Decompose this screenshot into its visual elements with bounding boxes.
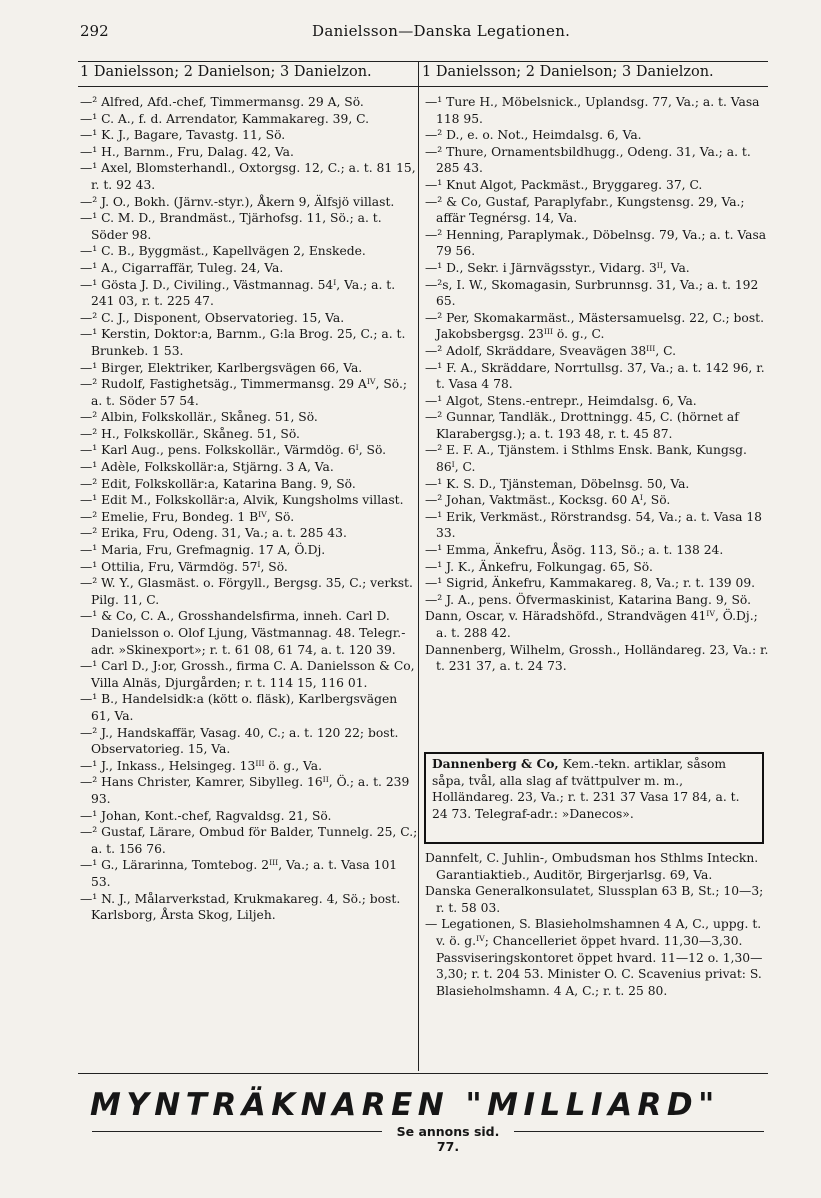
directory-entry: — Legationen, S. Blasieholmshamnen 4 A, C., uppg. t. v. ö. g.ᴵⱽ; Chancelleriet öppet hvard. 11,30—3,30. Passviseringskontoret öppet hvard. 11—12 o. 1,30—3,30; r. t. 204 53. Minister O. C. Scavenius privat: S. Blasieholmshamn. 4 A, C.; r. t. 25 80. bbox=[425, 917, 763, 998]
directory-entry: —¹ J., Inkass., Helsingeg. 13ᴵᴵᴵ ö. g., Va. bbox=[80, 758, 322, 773]
directory-entry: —² J., Handskaffär, Vasag. 40, C.; a. t. 120 22; bost. Observatorieg. 15, Va. bbox=[80, 725, 399, 757]
directory-entry: —² & Co, Gustaf, Paraplyfabr., Kungstensg. 29, Va.; affär Tegnérsg. 14, Va. bbox=[425, 194, 745, 226]
directory-entry: —¹ Gösta J. D., Civiling., Västmannag. 54ᴵ, Va.; a. t. 241 03, r. t. 225 47. bbox=[80, 277, 396, 309]
directory-entry: Danska Generalkonsulatet, Slussplan 63 B, St.; 10—3; r. t. 58 03. bbox=[425, 884, 764, 915]
directory-entry: —² Hans Christer, Kamrer, Sibylleg. 16ᴵᴵ, Ö.; a. t. 239 93. bbox=[80, 775, 410, 806]
directory-entry: —² D., e. o. Not., Heimdalsg. 6, Va. bbox=[425, 128, 642, 143]
right-column bbox=[425, 94, 770, 675]
directory-entry: —² E. F. A., Tjänstem. i Sthlms Ensk. Bank, Kungsg. 86ᴵ, C. bbox=[425, 443, 747, 475]
directory-entry: —² Emelie, Fru, Bondeg. 1 Bᴵⱽ, Sö. bbox=[80, 509, 295, 524]
directory-entry: —² C. J., Disponent, Observatorieg. 15, Va. bbox=[80, 310, 345, 325]
directory-entry: —¹ & Co, C. A., Grosshandelsfirma, inneh. Carl D. Danielsson o. Olof Ljung, Västmannag. 48. Telegr.-adr. »Skinexport»; r. t. 61 08, 61 74, a. t. 120 39. bbox=[80, 609, 406, 657]
directory-entry: —² H., Folkskollär., Skåneg. 51, Sö. bbox=[80, 426, 300, 441]
directory-entry: —¹ Ture H., Möbelsnick., Uplandsg. 77, Va.; a. t. Vasa 118 95. bbox=[425, 95, 760, 126]
directory-entry: —² Thure, Ornamentsbildhugg., Odeng. 31, Va.; a. t. 285 43. bbox=[425, 144, 751, 176]
directory-entry: —¹ D., Sekr. i Järnvägsstyr., Vidarg. 3ᴵᴵ, Va. bbox=[425, 260, 690, 275]
directory-entry: —¹ K. S. D., Tjänsteman, Döbelnsg. 50, Va. bbox=[425, 476, 690, 491]
directory-entry: —¹ Emma, Änkefru, Åsög. 113, Sö.; a. t. 138 24. bbox=[425, 543, 724, 558]
directory-entry: —¹ Sigrid, Änkefru, Kammakareg. 8, Va.; r. t. 139 09. bbox=[425, 576, 756, 591]
directory-entry: —² Gustaf, Lärare, Ombud för Balder, Tunnelg. 25, C.; a. t. 156 76. bbox=[80, 825, 418, 856]
directory-entry: —¹ Johan, Kont.-chef, Ragvaldsg. 21, Sö. bbox=[80, 808, 332, 823]
directory-entry: —² Henning, Paraplymak., Döbelnsg. 79, Va.; a. t. Vasa 79 56. bbox=[425, 227, 767, 259]
ad-body: Kem.-tekn. artiklar, såsom såpa, tvål, alla slag af tvättpulver m. m., Holländareg. 23, Va.; r. t. 231 37 Vasa 17 84, a. t. 24 73. Telegraf-adr.: »Danecos». bbox=[432, 757, 740, 821]
directory-entry: —¹ F. A., Skräddare, Norrtullsg. 37, Va.; a. t. 142 96, r. t. Vasa 4 78. bbox=[425, 360, 765, 392]
directory-entry: —¹ Ottilia, Fru, Värmdög. 57ᴵ, Sö. bbox=[80, 559, 288, 574]
running-title: Danielsson—Danska Legationen. bbox=[312, 22, 571, 40]
directory-entry: —¹ Birger, Elektriker, Karlbergsvägen 66, Va. bbox=[80, 360, 363, 375]
directory-entry: —¹ Knut Algot, Packmäst., Bryggareg. 37, C. bbox=[425, 177, 703, 192]
directory-entry: —¹ H., Barnm., Fru, Dalag. 42, Va. bbox=[80, 144, 294, 159]
footer-rule bbox=[78, 1073, 768, 1074]
directory-entry: —¹ A., Cigarraffär, Tuleg. 24, Va. bbox=[80, 260, 284, 275]
directory-entry: —¹ Edit M., Folkskollär:a, Alvik, Kungsholms villast. bbox=[80, 493, 404, 508]
milliard-banner: MYNTRÄKNAREN "MILLIARD" bbox=[90, 1087, 720, 1123]
directory-entry: —¹ G., Lärarinna, Tomtebog. 2ᴵᴵᴵ, Va.; a. t. Vasa 101 53. bbox=[80, 858, 398, 889]
directory-entry: —¹ Maria, Fru, Grefmagnig. 17 A, Ö.Dj. bbox=[80, 543, 326, 558]
banner-line-left bbox=[92, 1131, 382, 1132]
directory-entry: —² Albin, Folkskollär., Skåneg. 51, Sö. bbox=[80, 410, 318, 425]
directory-entry: —² Edit, Folkskollär:a, Katarina Bang. 9, Sö. bbox=[80, 476, 356, 491]
directory-entry: —¹ N. J., Målarverkstad, Krukmakareg. 4, Sö.; bost. Karlsborg, Årsta Skog, Liljeh. bbox=[80, 891, 401, 923]
directory-entry: —² J. A., pens. Öfvermaskinist, Katarina Bang. 9, Sö. bbox=[425, 592, 751, 607]
right-column-heading: 1 Danielsson; 2 Danielson; 3 Danielzon. bbox=[422, 64, 714, 80]
directory-entry: —¹ Adèle, Folkskollär:a, Stjärng. 3 A, Va. bbox=[80, 460, 334, 475]
page-number: 292 bbox=[80, 22, 109, 40]
directory-entry: —¹ Algot, Stens.-entrepr., Heimdalsg. 6, Va. bbox=[425, 393, 697, 408]
directory-entry: —² W. Y., Glasmäst. o. Förgyll., Bergsg. 35, C.; verkst. Pilg. 11, C. bbox=[80, 576, 413, 607]
directory-entry: —¹ C. B., Byggmäst., Kapellvägen 2, Enskede. bbox=[80, 244, 366, 259]
left-column-heading: 1 Danielsson; 2 Danielson; 3 Danielzon. bbox=[80, 64, 372, 80]
ad-title: Dannenberg & Co, bbox=[432, 756, 559, 771]
dannenberg-advertisement bbox=[424, 752, 764, 844]
directory-entry: —²s, I. W., Skomagasin, Surbrunnsg. 31, Va.; a. t. 192 65. bbox=[425, 277, 759, 309]
directory-entry: —² Erika, Fru, Odeng. 31, Va.; a. t. 285 43. bbox=[80, 526, 347, 541]
directory-entry: —¹ Carl D., J:or, Grossh., firma C. A. Danielsson & Co, Villa Alnäs, Djurgården; r. t. 114 15, 116 01. bbox=[80, 659, 415, 690]
directory-entry: —¹ B., Handelsidk:a (kött o. fläsk), Karlbergsvägen 61, Va. bbox=[80, 692, 398, 723]
directory-entry: Dannenberg, Wilhelm, Grossh., Holländareg. 23, Va.: r. t. 231 37, a. t. 24 73. bbox=[425, 642, 769, 674]
directory-entry: —¹ Axel, Blomsterhandl., Oxtorgsg. 12, C.; a. t. 81 15, r. t. 92 43. bbox=[80, 161, 416, 192]
banner-subtext: Se annons sid. 77. bbox=[388, 1124, 508, 1154]
header-rule-bottom bbox=[78, 86, 768, 87]
directory-entry: —² Adolf, Skräddare, Sveavägen 38ᴵᴵᴵ, C. bbox=[425, 343, 677, 358]
directory-entry: —¹ Erik, Verkmäst., Rörstrandsg. 54, Va.; a. t. Vasa 18 33. bbox=[425, 509, 763, 541]
directory-entry: —² Johan, Vaktmäst., Kocksg. 60 Aᴵ, Sö. bbox=[425, 493, 671, 508]
directory-entry: —¹ C. A., f. d. Arrendator, Kammakareg. 39, C. bbox=[80, 111, 370, 126]
directory-entry: —² Alfred, Afd.-chef, Timmermansg. 29 A, Sö. bbox=[80, 95, 364, 109]
directory-entry: —² Rudolf, Fastighetsäg., Timmermansg. 29 Aᴵⱽ, Sö.; a. t. Söder 57 54. bbox=[80, 377, 408, 408]
directory-entry: —² Per, Skomakarmäst., Mästersamuelsg. 22, C.; bost. Jakobsbergsg. 23ᴵᴵᴵ ö. g., C. bbox=[425, 310, 764, 342]
directory-entry: —¹ Kerstin, Doktor:a, Barnm., G:la Brog. 25, C.; a. t. Brunkeb. 1 53. bbox=[80, 327, 406, 358]
header-rule-top bbox=[78, 61, 768, 62]
directory-entry: —¹ K. J., Bagare, Tavastg. 11, Sö. bbox=[80, 128, 286, 143]
right-column-continued bbox=[425, 850, 770, 999]
directory-entry: —² Gunnar, Tandläk., Drottningg. 45, C. (hörnet af Klarabergsg.); a. t. 193 48, r. t. 45 87. bbox=[425, 410, 739, 441]
banner-line-right bbox=[514, 1131, 764, 1132]
directory-entry: —¹ C. M. D., Brandmäst., Tjärhofsg. 11, Sö.; a. t. Söder 98. bbox=[80, 211, 382, 242]
left-column bbox=[80, 94, 420, 924]
directory-entry: —¹ Karl Aug., pens. Folkskollär., Värmdög. 6ᴵ, Sö. bbox=[80, 443, 387, 458]
directory-entry: Dannfelt, C. Juhlin-, Ombudsman hos Sthlms Inteckn. Garantiaktieb., Auditör, Birgerjarlsg. 69, Va. bbox=[425, 851, 759, 882]
directory-entry: —¹ J. K., Änkefru, Folkungag. 65, Sö. bbox=[425, 559, 653, 574]
directory-entry: —² J. O., Bokh. (Järnv.-styr.), Åkern 9, Älfsjö villast. bbox=[80, 194, 395, 209]
directory-entry: Dann, Oscar, v. Häradshöfd., Strandvägen 41ᴵⱽ, Ö.Dj.; a. t. 288 42. bbox=[425, 609, 758, 640]
